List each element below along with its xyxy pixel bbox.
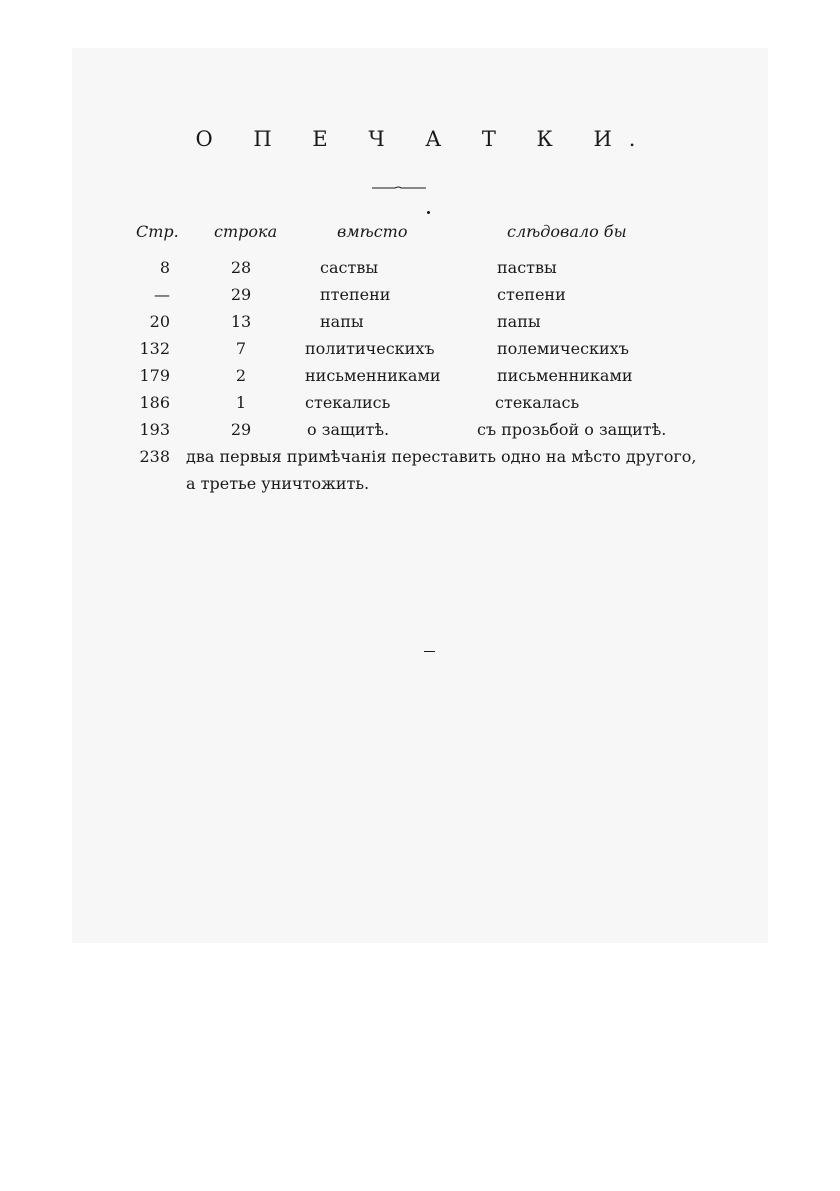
page-title: О П Е Ч А Т К И. [195, 127, 653, 151]
row-instead: саствы [320, 258, 379, 277]
row-page: 186 [139, 393, 170, 412]
page-sheet [72, 48, 768, 943]
row-instead: птепени [320, 285, 391, 304]
row-instead: напы [320, 312, 364, 331]
row-page: — [154, 285, 170, 304]
row-instead: нисьменниками [305, 366, 441, 385]
row-line: 29 [230, 285, 252, 304]
row-line: 7 [235, 339, 247, 358]
note-page: 238 [139, 447, 170, 466]
row-page: 193 [139, 420, 170, 439]
row-should-be: стекалась [495, 393, 580, 412]
bottom-mark [424, 651, 435, 652]
row-should-be: паствы [497, 258, 557, 277]
note-line-1: два первыя примѣчанія переставить одно на мѣсто другого, [186, 447, 697, 466]
row-line: 1 [235, 393, 247, 412]
row-instead: политическихъ [305, 339, 435, 358]
header-instead: вмѣсто [337, 222, 408, 241]
row-line: 28 [230, 258, 252, 277]
row-line: 29 [230, 420, 252, 439]
row-line: 2 [235, 366, 247, 385]
row-should-be: полемическихъ [497, 339, 629, 358]
row-instead: о защитѣ. [307, 420, 390, 439]
header-line: строка [214, 222, 278, 241]
title-dot [427, 211, 430, 214]
row-should-be: папы [497, 312, 541, 331]
header-page: Стр. [136, 222, 179, 241]
note-line-2: а третье уничтожить. [186, 474, 370, 493]
row-should-be: степени [497, 285, 566, 304]
row-page: 20 [149, 312, 170, 331]
row-instead: стекались [305, 393, 391, 412]
row-page: 132 [139, 339, 170, 358]
row-should-be: съ прозьбой о защитѣ. [477, 420, 667, 439]
row-page: 179 [139, 366, 170, 385]
row-should-be: письменниками [497, 366, 633, 385]
row-page: 8 [159, 258, 170, 277]
header-should-be: слѣдовало бы [507, 222, 627, 241]
row-line: 13 [230, 312, 252, 331]
title-ornament-rule [371, 185, 427, 191]
